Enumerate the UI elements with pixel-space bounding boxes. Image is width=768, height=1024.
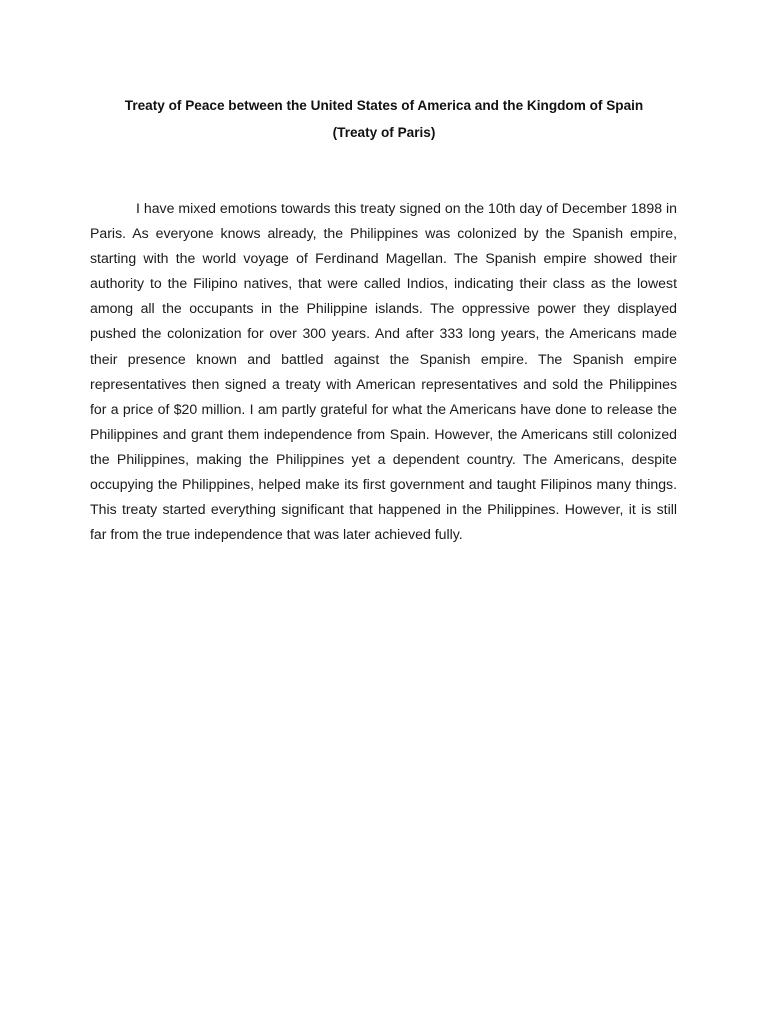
- body-paragraph: I have mixed emotions towards this treaty signed on the 10th day of December 1898 in Paris. As everyone knows already, the Philippines was colonized by the Spanish empire, starting with the world voyage of Ferdinand Magellan. The Spanish empire showed their authority to the Filipino natives, that were called Indios, indicating their class as the lowest among all the occupants in the Philippine islands. The oppressive power they displayed pushed the colonization for over 300 years. And after 333 long years, the Americans made their presence known and battled against the Spanish empire. The Spanish empire representatives then signed a treaty with American representatives and sold the Philippines for a price of $20 million. I am partly grateful for what the Americans have done to release the Philippines and grant them independence from Spain. However, the Americans still colonized the Philippines, making the Philippines yet a dependent country. The Americans, despite occupying the Philippines, helped make its first government and taught Filipinos many things. This treaty started everything significant that happened in the Philippines. However, it is still far from the true independence that was later achieved fully.: [90, 200, 677, 543]
- document-title: [60, 92, 708, 146]
- title-line-main: Treaty of Peace between the United States of America and the Kingdom of Spain: [124, 98, 644, 113]
- title-line-subtitle: (Treaty of Paris): [332, 125, 436, 140]
